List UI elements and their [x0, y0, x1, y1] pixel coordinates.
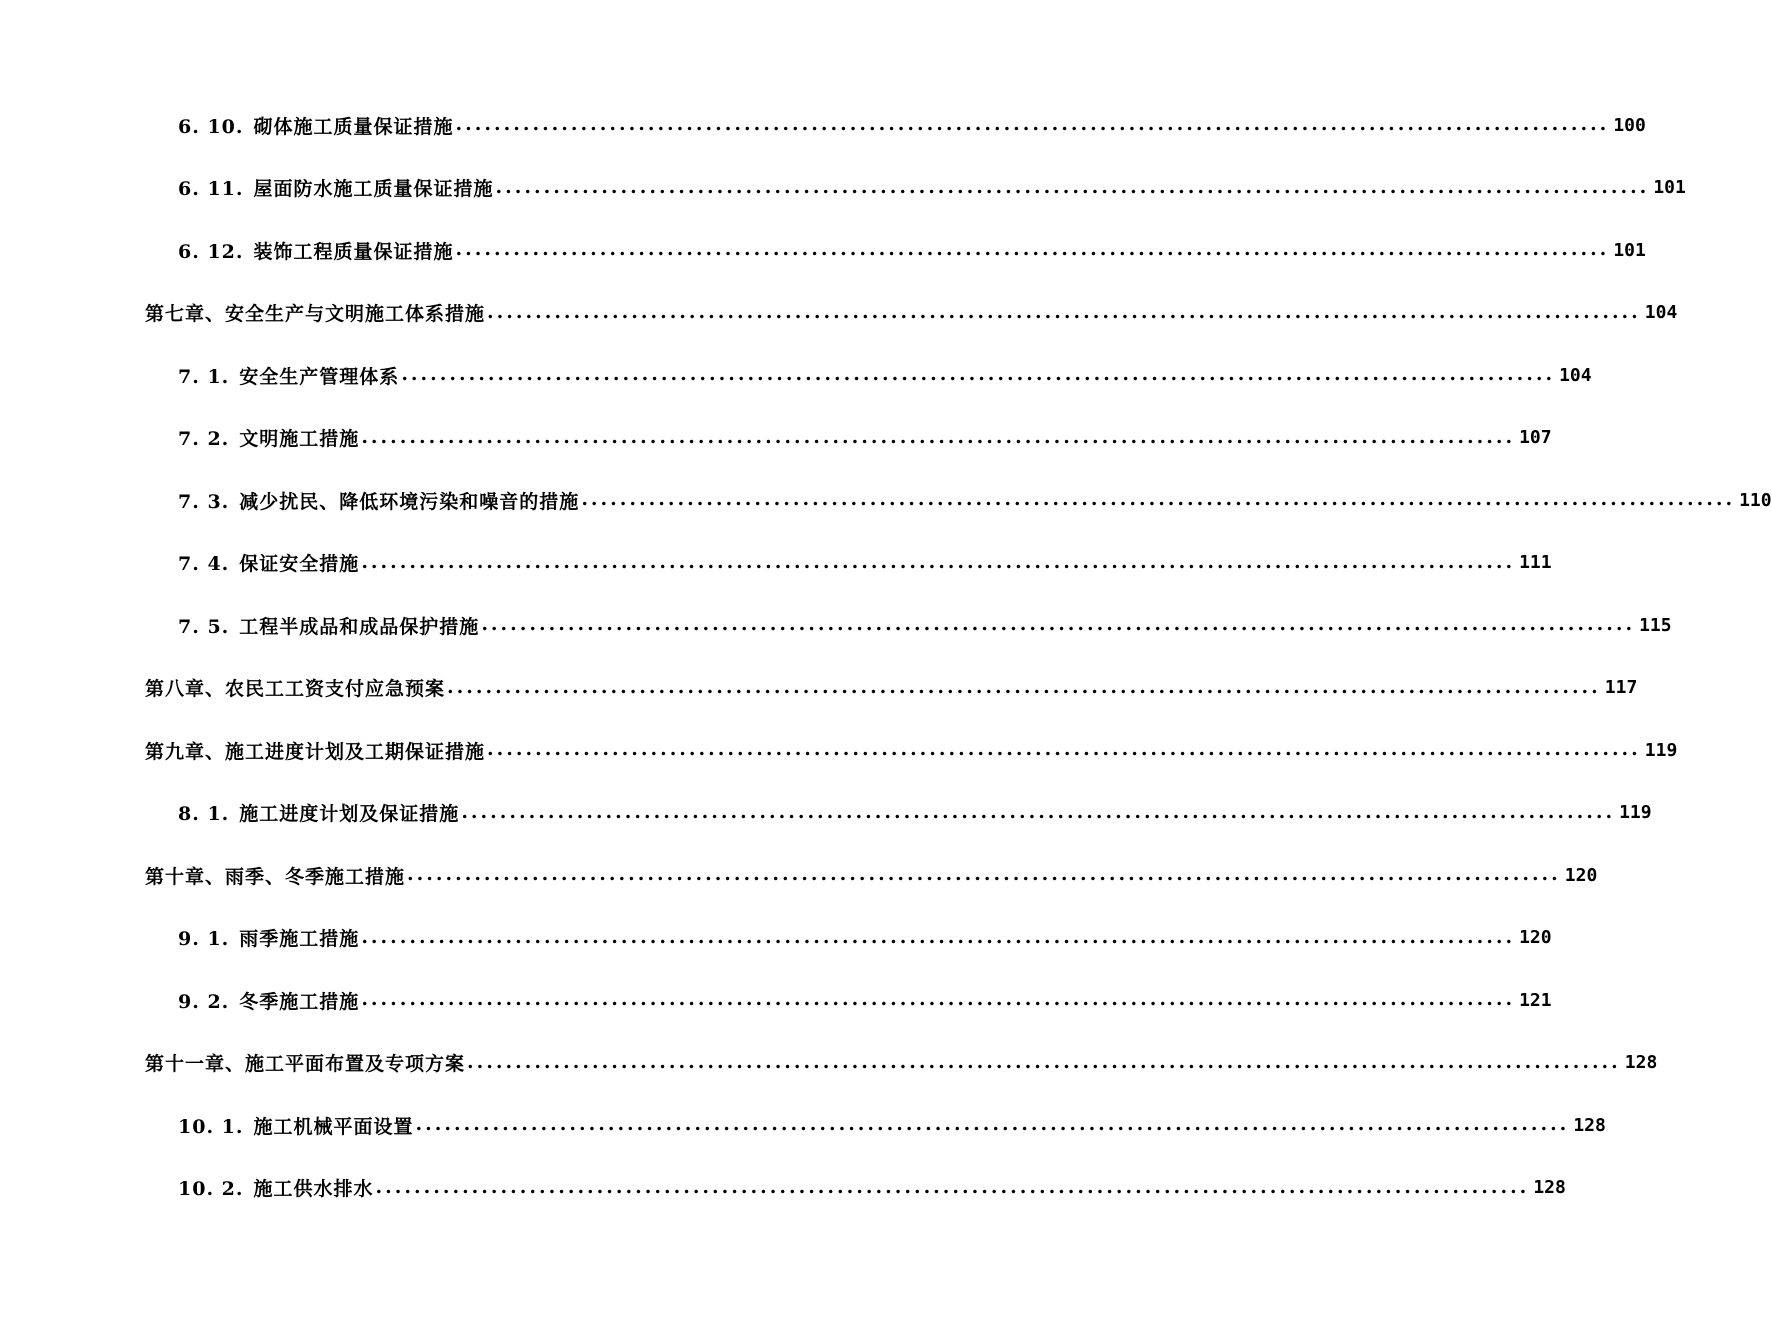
toc-entry-text: [145, 862, 405, 889]
toc-section-number: 10. 2.: [178, 1178, 244, 1201]
toc-section-entry[interactable]: [0, 344, 1592, 407]
toc-section-entry[interactable]: [0, 969, 1552, 1032]
toc-section-entry[interactable]: [0, 407, 1552, 470]
toc-section-number: 9. 1.: [178, 928, 230, 951]
toc-chapter-entry[interactable]: [0, 844, 1598, 907]
toc-dot-leader: ........................................................................................................................: [581, 488, 1736, 511]
toc-dot-leader: ........................................................................................................................: [447, 675, 1601, 698]
toc-page-number: 115: [1639, 614, 1672, 636]
toc-dot-leader: ........................................................................................................................: [361, 925, 1516, 948]
toc-entry-title: 第十一章、施工平面布置及专项方案: [145, 1053, 466, 1076]
toc-section-number: 6. 11.: [178, 178, 244, 201]
toc-page-number: 100: [1613, 114, 1646, 136]
toc-page-number: 107: [1519, 427, 1552, 449]
toc-entry-text: [178, 549, 359, 576]
toc-dot-leader: ........................................................................................................................: [487, 300, 1641, 323]
toc-entry-text: [178, 112, 454, 139]
toc-page-number: 119: [1644, 739, 1678, 761]
toc-dot-leader: ........................................................................................................................: [401, 363, 1556, 386]
toc-entry-text: [178, 924, 359, 951]
toc-dot-leader: ........................................................................................................................: [455, 238, 1610, 261]
toc-page-number: 120: [1564, 864, 1598, 886]
toc-section-number: 7. 1.: [178, 365, 230, 388]
toc-section-number: 9. 2.: [178, 990, 230, 1013]
toc-entry-title: 施工供水排水: [253, 1178, 374, 1201]
toc-entry-title: 工程半成品和成品保护措施: [239, 615, 480, 638]
toc-dot-leader: ........................................................................................................................: [407, 863, 1561, 886]
toc-entry-title: 文明施工措施: [239, 428, 360, 451]
toc-section-entry[interactable]: [0, 532, 1552, 595]
toc-dot-leader: ........................................................................................................................: [455, 113, 1610, 136]
toc-entry-text: [178, 1174, 374, 1201]
toc-dot-leader: ........................................................................................................................: [495, 175, 1650, 198]
toc-section-entry[interactable]: [0, 469, 1772, 532]
toc-page-number: 110: [1739, 489, 1772, 511]
toc-section-number: 8. 1.: [178, 803, 230, 826]
toc-entry-title: 第七章、安全生产与文明施工体系措施: [145, 303, 486, 326]
toc-entry-title: 减少扰民、降低环境污染和噪音的措施: [239, 490, 580, 513]
toc-chapter-entry[interactable]: [0, 1032, 1658, 1095]
toc-dot-leader: ........................................................................................................................: [361, 550, 1516, 573]
toc-page-number: 104: [1644, 302, 1678, 324]
toc-chapter-entry[interactable]: [0, 719, 1678, 782]
toc-entry-title: 雨季施工措施: [239, 928, 360, 951]
toc-entry-text: [178, 237, 454, 264]
toc-section-entry[interactable]: [0, 157, 1686, 220]
toc-section-number: 10. 1.: [178, 1115, 244, 1138]
toc-entry-title: 施工进度计划及保证措施: [239, 803, 460, 826]
toc-chapter-entry[interactable]: [0, 657, 1638, 720]
toc-section-number: 7. 2.: [178, 428, 230, 451]
toc-dot-leader: ........................................................................................................................: [415, 1113, 1570, 1136]
toc-page-number: 120: [1519, 927, 1552, 949]
toc-page-number: 128: [1624, 1052, 1658, 1074]
toc-section-entry[interactable]: [0, 782, 1652, 845]
toc-entry-text: [145, 1049, 465, 1076]
toc-page-number: 111: [1519, 552, 1552, 574]
toc-dot-leader: ........................................................................................................................: [481, 613, 1636, 636]
toc-dot-leader: ........................................................................................................................: [375, 1175, 1530, 1198]
toc-section-number: 7. 5.: [178, 615, 230, 638]
toc-page-number: 101: [1653, 177, 1686, 199]
toc-entry-title: 施工机械平面设置: [253, 1115, 414, 1138]
toc-section-entry[interactable]: [0, 907, 1552, 970]
toc-entry-text: [145, 737, 485, 764]
toc-entry-title: 第八章、农民工工资支付应急预案: [145, 678, 446, 701]
toc-page-number: 119: [1619, 802, 1652, 824]
toc-section-entry[interactable]: [0, 219, 1646, 282]
toc-entry-text: [178, 799, 459, 826]
toc-section-entry[interactable]: [0, 1094, 1606, 1157]
toc-entry-text: [145, 674, 445, 701]
toc-section-entry[interactable]: [0, 1157, 1566, 1220]
toc-entry-text: [178, 487, 579, 514]
toc-chapter-entry[interactable]: [0, 282, 1678, 345]
toc-entry-text: [178, 1112, 414, 1139]
toc-entry-title: 装饰工程质量保证措施: [253, 240, 454, 263]
toc-entry-title: 冬季施工措施: [239, 990, 360, 1013]
table-of-contents: [0, 94, 1772, 1219]
toc-dot-leader: ........................................................................................................................: [361, 988, 1516, 1011]
toc-page-number: 117: [1604, 677, 1638, 699]
toc-entry-text: [178, 612, 479, 639]
toc-page-number: 128: [1533, 1177, 1566, 1199]
toc-section-entry[interactable]: [0, 594, 1672, 657]
toc-dot-leader: ........................................................................................................................: [361, 425, 1516, 448]
toc-dot-leader: ........................................................................................................................: [487, 738, 1641, 761]
toc-entry-title: 砌体施工质量保证措施: [253, 115, 454, 138]
toc-page-number: 121: [1519, 989, 1552, 1011]
toc-section-number: 7. 3.: [178, 490, 230, 513]
toc-section-number: 6. 12.: [178, 240, 244, 263]
toc-section-entry[interactable]: [0, 94, 1646, 157]
toc-section-number: 6. 10.: [178, 115, 244, 138]
toc-entry-title: 第十章、雨季、冬季施工措施: [145, 865, 406, 888]
toc-entry-text: [178, 987, 359, 1014]
toc-entry-text: [145, 299, 485, 326]
toc-page-number: 101: [1613, 239, 1646, 261]
toc-entry-title: 第九章、施工进度计划及工期保证措施: [145, 740, 486, 763]
toc-page-number: 128: [1573, 1114, 1606, 1136]
toc-entry-text: [178, 362, 399, 389]
toc-entry-text: [178, 424, 359, 451]
toc-entry-title: 安全生产管理体系: [239, 365, 400, 388]
toc-entry-text: [178, 174, 494, 201]
toc-dot-leader: ........................................................................................................................: [461, 800, 1616, 823]
toc-section-number: 7. 4.: [178, 553, 230, 576]
toc-dot-leader: ........................................................................................................................: [467, 1050, 1621, 1073]
toc-entry-title: 保证安全措施: [239, 553, 360, 576]
toc-entry-title: 屋面防水施工质量保证措施: [253, 178, 494, 201]
toc-page-number: 104: [1559, 364, 1592, 386]
